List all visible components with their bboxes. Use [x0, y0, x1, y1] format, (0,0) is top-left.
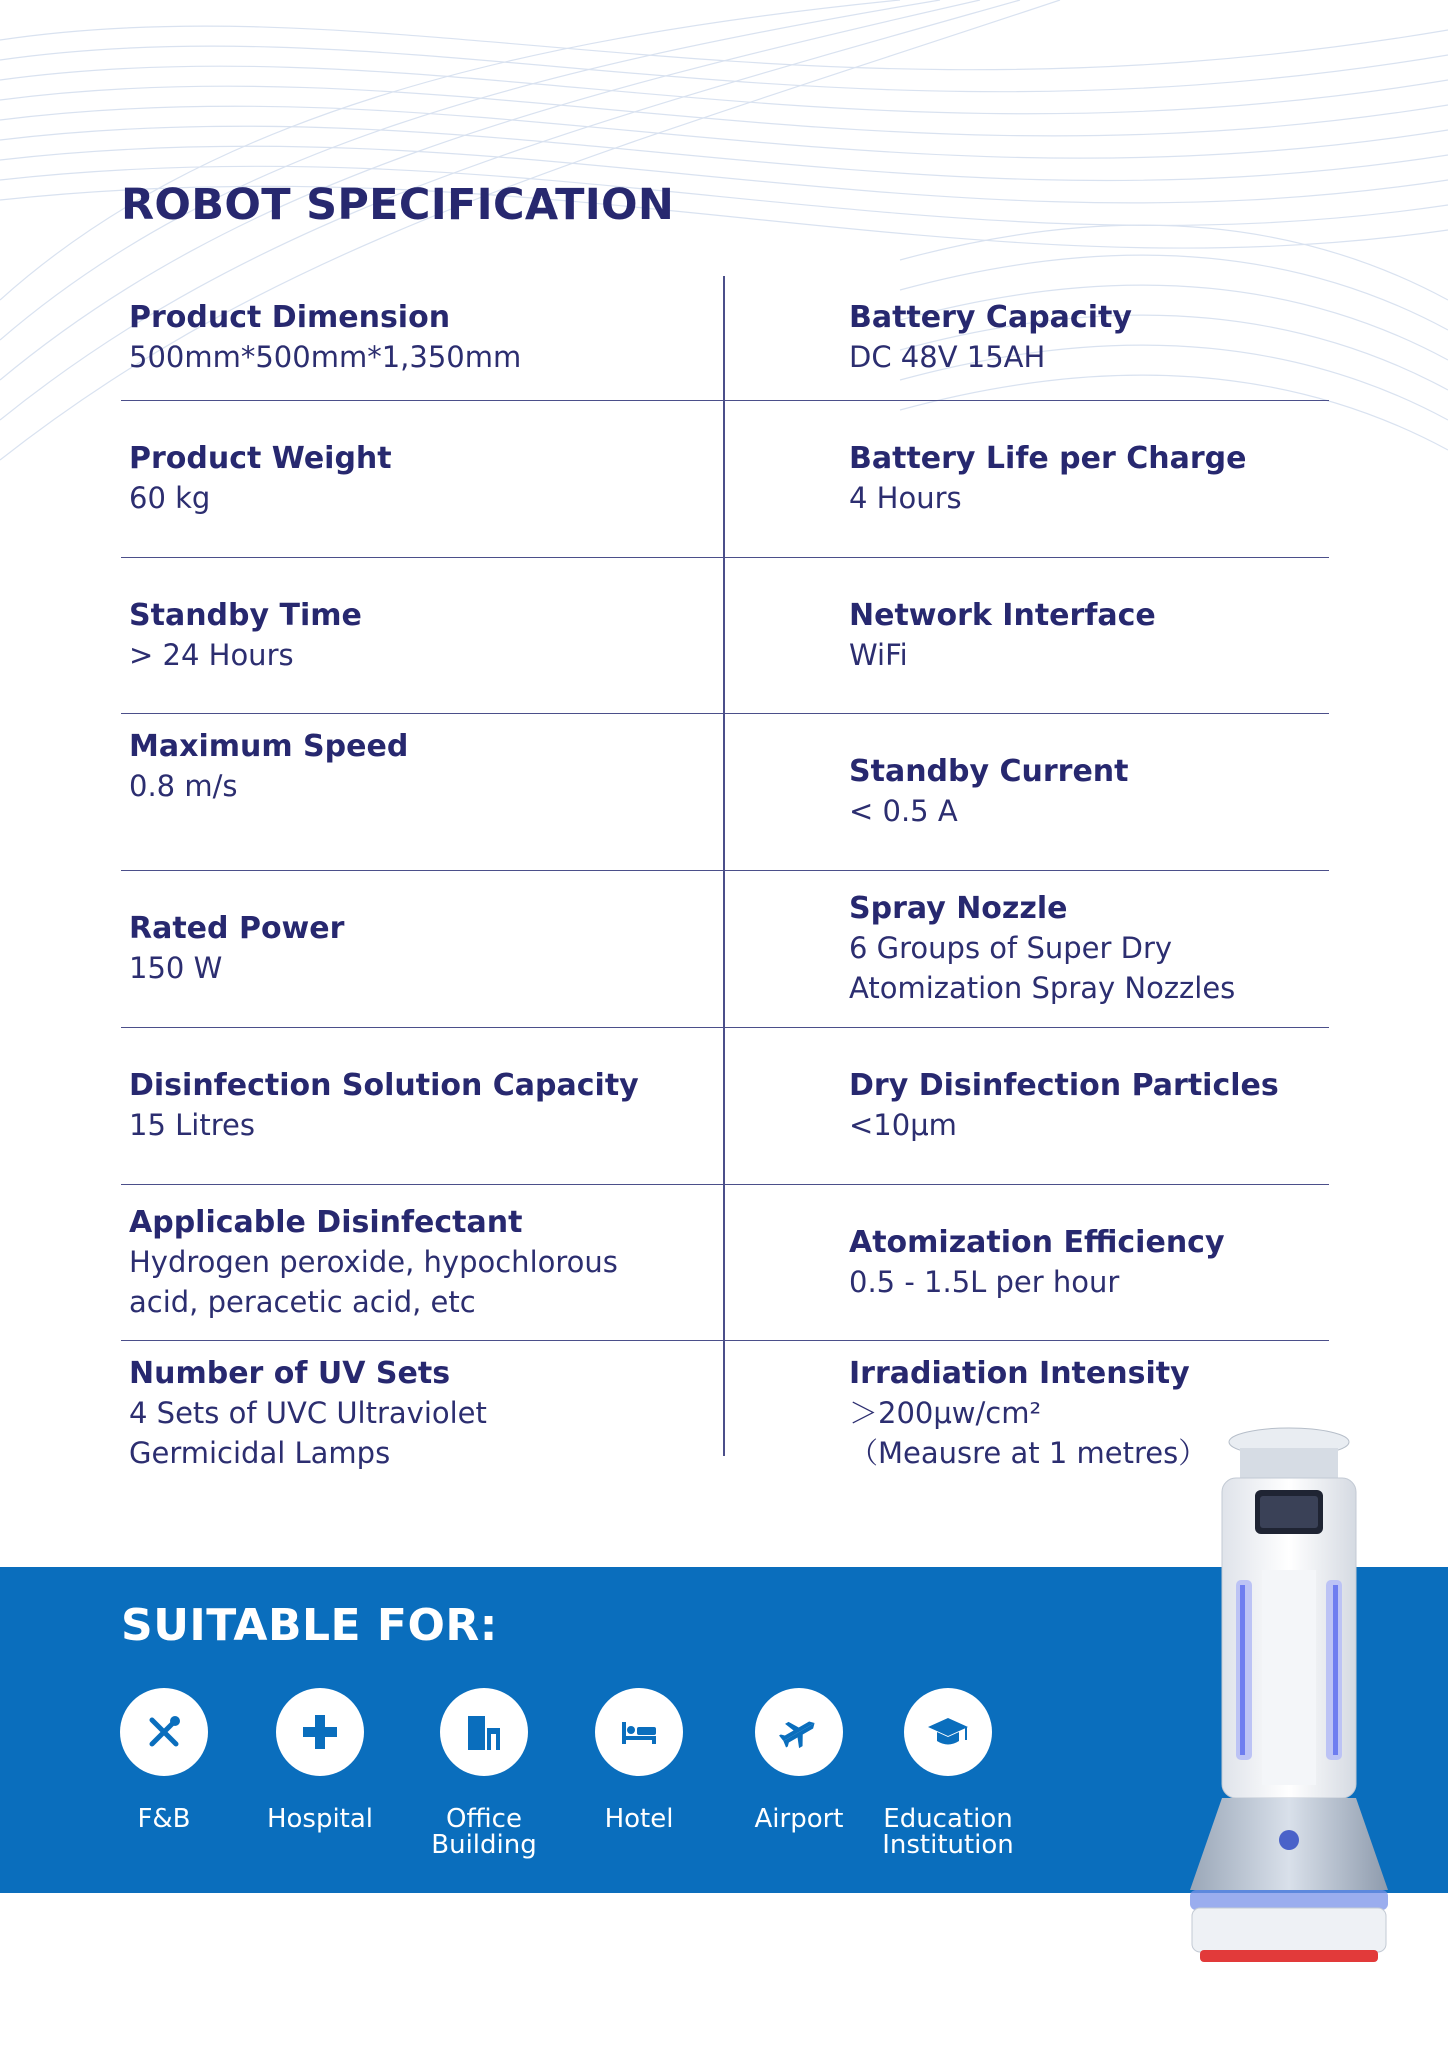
spec-label: Irradiation Intensity — [849, 1356, 1190, 1391]
spec-label: Product Dimension — [129, 300, 451, 335]
category-label: F&B — [137, 1804, 191, 1834]
spec-label: Maximum Speed — [129, 729, 409, 764]
spec-label: Rated Power — [129, 911, 345, 946]
spec-value: 60 kg — [129, 481, 211, 515]
spec-label: Standby Current — [849, 754, 1129, 789]
spec-label: Battery Capacity — [849, 300, 1132, 335]
spec-cell — [849, 276, 1319, 400]
suitable-title: SUITABLE FOR: — [121, 1600, 498, 1651]
spec-value: < 0.5 A — [849, 794, 958, 828]
category-hospital — [240, 1688, 400, 1832]
spec-label: Network Interface — [849, 597, 1156, 633]
spec-cell — [849, 401, 1319, 557]
bed-icon — [617, 1710, 661, 1754]
spec-value: WiFi — [849, 637, 908, 672]
spec-value: <10μm — [849, 1108, 957, 1142]
fork-knife-icon — [142, 1710, 186, 1754]
plus-icon — [298, 1710, 342, 1754]
spec-cell — [849, 871, 1319, 1027]
spec-cell — [129, 558, 719, 713]
category-label: Airport — [754, 1804, 844, 1834]
spec-label: Number of UV Sets — [129, 1356, 451, 1391]
spec-label: Product Weight — [129, 441, 392, 476]
spec-value: 15 Litres — [129, 1108, 255, 1142]
spec-value: DC 48V 15AH — [849, 340, 1046, 374]
spec-value: 500mm*500mm*1,350mm — [129, 340, 522, 374]
category-label: Office Building — [431, 1804, 537, 1860]
spec-value: 0.8 m/s — [129, 769, 238, 803]
spec-value: 150 W — [129, 951, 223, 985]
category-hotel — [559, 1688, 719, 1832]
spec-row — [121, 1341, 1329, 1516]
spec-value: Hydrogen peroxide, hypochlorous acid, peracetic acid, etc — [129, 1244, 618, 1319]
spec-row — [121, 276, 1329, 401]
spec-cell — [849, 1185, 1319, 1340]
category-office-building — [404, 1688, 564, 1858]
category-label: Hospital — [266, 1804, 374, 1834]
spec-label: Disinfection Solution Capacity — [129, 1068, 639, 1103]
spec-cell — [129, 1185, 719, 1340]
spec-row — [121, 714, 1329, 871]
category-icon-circle — [755, 1688, 843, 1776]
spec-row — [121, 1185, 1329, 1341]
spec-value: 0.5 - 1.5L per hour — [849, 1264, 1120, 1299]
graduation-cap-icon — [926, 1710, 970, 1754]
spec-label: Dry Disinfection Particles — [849, 1068, 1279, 1103]
spec-row — [121, 871, 1329, 1028]
spec-cell — [849, 1028, 1319, 1184]
category-icon-circle — [595, 1688, 683, 1776]
robot-illustration — [1180, 1420, 1398, 1968]
spec-value: 4 Hours — [849, 481, 962, 515]
spec-label: Standby Time — [129, 597, 362, 633]
spec-label: Atomization Efficiency — [849, 1224, 1225, 1260]
spec-value: ＞200μw/cm² （Meausre at 1 metres） — [849, 1396, 1208, 1470]
spec-cell — [849, 558, 1319, 713]
category-airport — [719, 1688, 879, 1832]
spec-row — [121, 1028, 1329, 1185]
airplane-icon — [777, 1710, 821, 1754]
spec-cell — [129, 401, 719, 557]
spec-cell — [129, 714, 719, 870]
spec-value: 4 Sets of UVC Ultraviolet Germicidal Lamps — [129, 1396, 487, 1470]
spec-row — [121, 558, 1329, 714]
page-title: ROBOT SPECIFICATION — [121, 180, 675, 230]
spec-cell — [849, 714, 1319, 870]
spec-row — [121, 401, 1329, 558]
category-icon-circle — [120, 1688, 208, 1776]
spec-cell — [129, 871, 719, 1027]
category-icon-circle — [440, 1688, 528, 1776]
category-icon-circle — [904, 1688, 992, 1776]
spec-value: > 24 Hours — [129, 637, 294, 672]
category-icon-circle — [276, 1688, 364, 1776]
category-education — [868, 1688, 1028, 1858]
category-fnb — [84, 1688, 244, 1832]
spec-cell — [129, 1028, 719, 1184]
spec-label: Applicable Disinfectant — [129, 1204, 523, 1240]
spec-cell — [129, 276, 719, 400]
spec-label: Battery Life per Charge — [849, 441, 1247, 476]
spec-value: 6 Groups of Super Dry Atomization Spray Nozzles — [849, 931, 1236, 1005]
category-label: Education Institution — [882, 1804, 1014, 1860]
spec-cell — [129, 1341, 719, 1516]
building-icon — [462, 1710, 506, 1754]
spec-label: Spray Nozzle — [849, 891, 1068, 926]
category-label: Hotel — [604, 1804, 674, 1834]
